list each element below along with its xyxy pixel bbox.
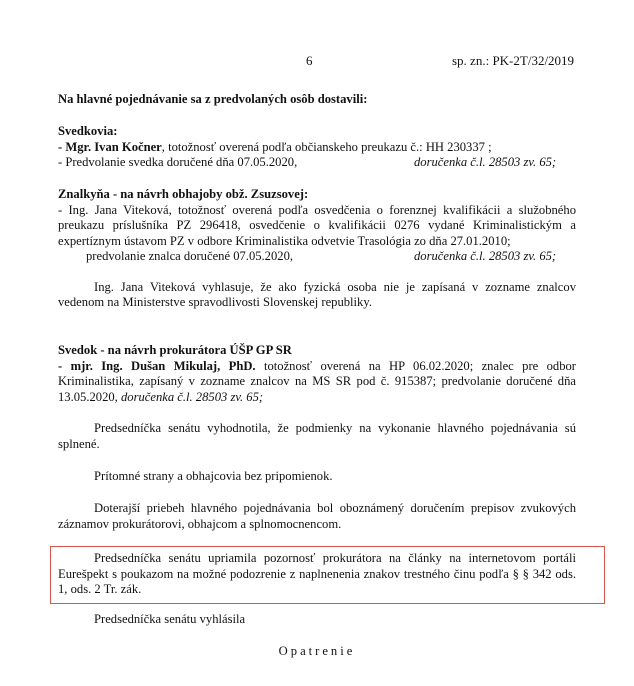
page-number: 6: [306, 53, 313, 68]
witness-summons: - Predvolanie svedka doručené dňa 07.05.2020,: [58, 155, 298, 169]
expert-details: - Ing. Jana Viteková, totožnosť overená podľa osvedčenia o forenznej kvalifikácii a služobného preukazu príslušníka PZ 296418, osvedčenie o kvalifikácii 0276 vydané Kriminalistickým a expertíznym ústavom PZ v odbore Kriminalistika odvetvie Trasológia zo dňa 27.01.2010;: [58, 202, 576, 248]
paragraph-conditions: Predsedníčka senátu vyhodnotila, že podmienky na vykonanie hlavného pojednávania sú splnené.: [58, 421, 576, 451]
prosecutor-witness-section: [58, 343, 576, 405]
witness-summons-line: [58, 155, 576, 171]
prosecutor-witness-text: totožnosť overená na HP 06.02.2020; znalec pre odbor Kriminalistika, zapísaný v zozname znalcov na MS SR pod č. 915387; predvolanie doručené dňa 13.05.2020,: [58, 358, 577, 404]
prosecutor-witness-receipt: doručenka č.l. 28503 zv. 65;: [120, 389, 264, 404]
paragraph-highlighted: Predsedníčka senátu upriamila pozornosť prokurátora na články na internetovom portáli Eurešpekt s poukazom na možné podozrenie z naplnenenia znakov trestného činu podľa § § 342 ods. 1, ods. 2 Tr. zák.: [58, 551, 576, 596]
witness-id: , totožnosť overená podľa občianskeho preukazu č.: HH 230337 ;: [161, 139, 492, 154]
attendance-intro: Na hlavné pojednávanie sa z predvolaných osôb dostavili:: [58, 92, 368, 106]
prosecutor-witness-details: [58, 359, 576, 406]
prosecutor-witness-name: - mjr. Ing. Dušan Mikulaj, PhD.: [58, 358, 256, 373]
section-title: Opatrenie: [278, 644, 356, 658]
paragraph-transcripts: Doterajší priebeh hlavného pojednávania bol oboznámený doručením prepisov zvukových záznamov prokurátorovi, obhajcom a splnomocnencom.: [58, 501, 576, 531]
witnesses-section: [58, 124, 576, 171]
prosecutor-witness-heading: Svedok - na návrh prokurátora ÚŠP GP SR: [58, 343, 292, 357]
expert-summons: predvolanie znalca doručené 07.05.2020,: [86, 249, 294, 263]
expert-summons-line: [58, 249, 576, 265]
expert-heading: Znalkyňa - na návrh obhajoby obž. Zsuzsovej:: [58, 187, 309, 201]
expert-section: [58, 187, 576, 311]
expert-receipt: doručenka č.l. 28503 zv. 65;: [414, 249, 557, 263]
witness-line: [58, 140, 576, 156]
expert-statement: Ing. Jana Viteková vyhlasuje, že ako fyzická osoba nie je zapísaná v zozname znalcov vedenom na Ministerstve spravodlivosti Slovenskej republiky.: [58, 279, 576, 309]
case-reference: sp. zn.: PK-2T/32/2019: [452, 53, 575, 68]
paragraph-no-comments: Prítomné strany a obhajcovia bez pripomienok.: [94, 469, 333, 483]
witness-name: - Mgr. Ivan Kočner: [58, 139, 162, 154]
paragraph-announced: Predsedníčka senátu vyhlásila: [94, 612, 246, 626]
witness-receipt: doručenka č.l. 28503 zv. 65;: [414, 155, 557, 169]
witnesses-heading: Svedkovia:: [58, 124, 118, 138]
